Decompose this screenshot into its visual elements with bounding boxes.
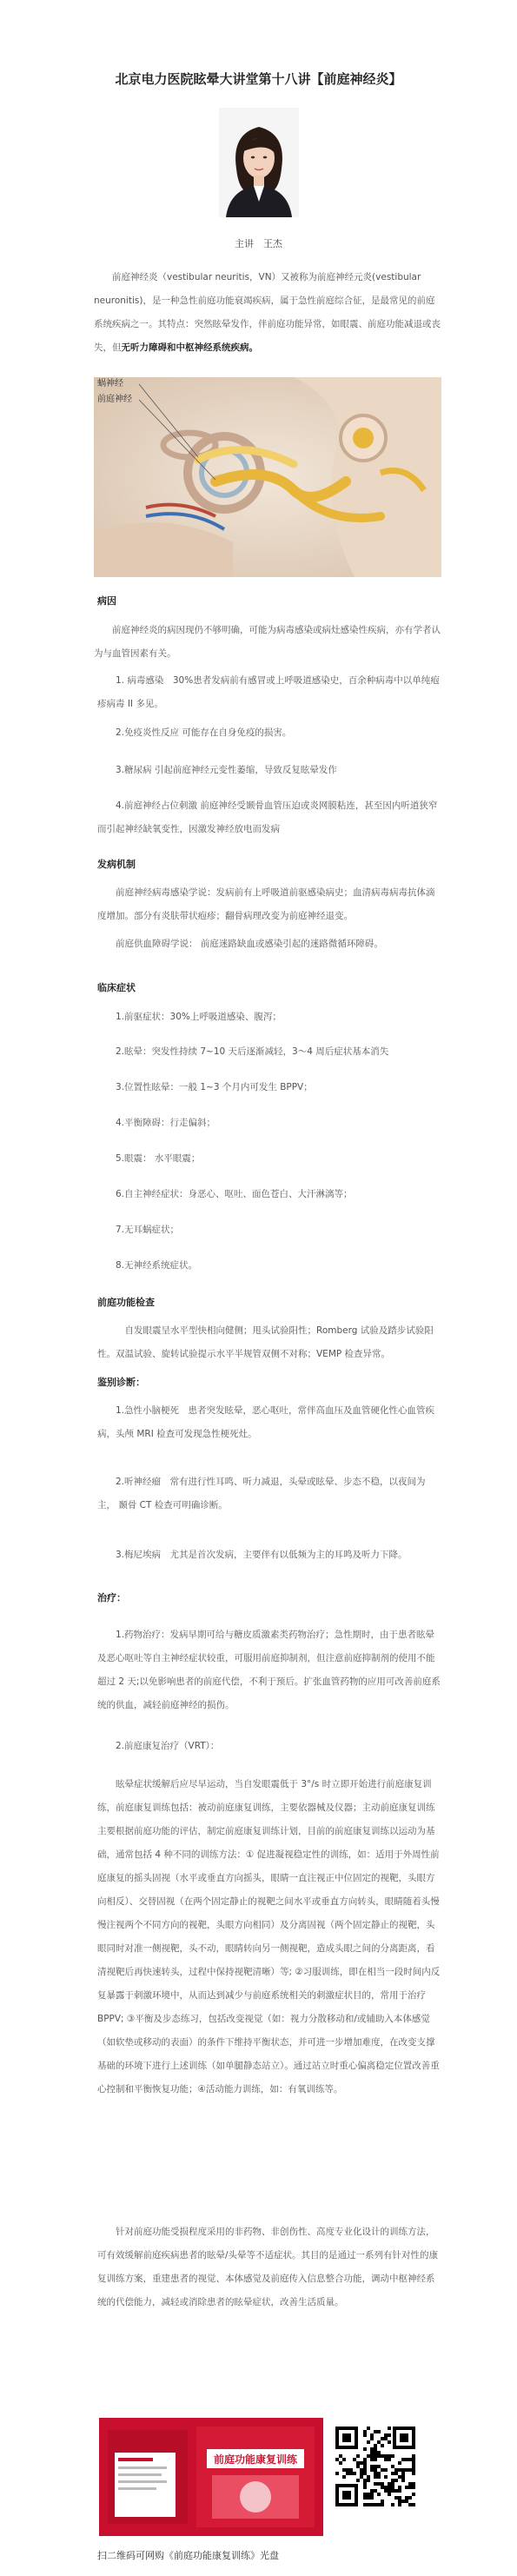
- etiology-item: 1. 病毒感染 30%患者发病前有感冒或上呼吸道感染史，百余种病毒中以单纯疱疹病毒 II 多见。: [97, 675, 440, 709]
- treatment-item: 眩晕症状缓解后应尽早运动，当自发眼震低于 3°/s 时立即开始进行前庭康复训练，前庭康复训练包括：被动前庭康复训练，主要依器械及仪器；主动前庭康复训练 主要根据前庭功能的评估，制定前庭康复训练计划，目前的前庭康复训练以运动为基础，通常包括 4 种不同的训练方法：① 促进凝视稳定性的训练，如：适用于外周性前庭康复的摇头固视（水平或垂直方向摇头，眼睛一直注视正中位固定的视靶，头眼方向相反）、交替固视（在两个固定静止的视靶之间水平或垂直方向转头，眼睛随着头慢慢注视两个不同方向的视靶，头眼方向相同）及分离固视（两个固定静止的视靶，头眼同时对准一侧视靶，头不动，眼睛转向另一侧视靶，造成头眼之间的分离距离，看清视靶后再快速转头，过程中保持视靶清晰）等; ②习服训练，即在相当一段时间内反复暴露于刺激环境中，从而达到减少与前庭系统相关的刺激症状目的，常用于治疗 BPPV; ③平衡及步态练习，包括改变视觉（如：视力分散移动和/或辅助入本体感觉（如软垫或移动的表面）的条件下维持平衡状态，并可进一步增加难度，在改变支撑基础的环境下进行上述训练（如单腿静态站立）。通过站立时重心偏离稳定位置改善重心控制和平衡恢复功能；④活动能力训练，如：有氧训练等。: [97, 1779, 441, 2095]
- etiology-item: 3.糖尿病 引起前庭神经元变性萎缩，导致反复眩晕发作: [116, 765, 337, 775]
- heading-differential: 鉴别诊断：: [97, 1377, 145, 1388]
- ear-anatomy-illustration: [94, 377, 441, 577]
- figure-label-vestibular-nerve: 前庭神经: [97, 395, 132, 404]
- symptom-item: 6.自主神经症状：身恶心、呕吐、面色苍白、大汗淋漓等；: [116, 1189, 353, 1199]
- figure-label-cochlear-nerve: 蜗神经: [97, 379, 123, 388]
- exam-text: 自发眼震呈水平型快相向健侧；甩头试验阳性；Romberg 试验及踏步试验阳性。双温试验、旋转试验提示水平半规管双侧不对称；VEMP 检查异常。: [97, 1325, 434, 1359]
- qr-caption: 扫二维码可网购《前庭功能康复训练》光盘: [97, 2550, 279, 2561]
- symptom-item: 2.眩晕：突发性持续 7~10 天后逐渐减轻，3～4 周后症状基本消失: [116, 1046, 389, 1057]
- etiology-intro: 前庭神经炎的病因现仍不够明确，可能为病毒感染或病灶感染性疾病，亦有学者认为与血管因素有关。: [94, 625, 441, 659]
- heading-mechanism: 发病机制: [97, 859, 136, 870]
- mechanism-item: 前庭供血障碍学说： 前庭迷路缺血或感染引起的迷路微循环障碍。: [116, 939, 383, 949]
- page-title: 北京电力医院眩晕大讲堂第十八讲【前庭神经炎】: [115, 71, 402, 87]
- symptom-item: 4.平衡障碍：行走偏斜；: [116, 1118, 216, 1128]
- qr-code[interactable]: [334, 2425, 417, 2508]
- intro-paragraph: [94, 266, 441, 360]
- treatment-item: 针对前庭功能受损程度采用的非药物、非创伤性、高度专业化设计的训练方法，可有效缓解前庭疾病患者的眩晕/头晕等不适症状。其目的是通过一系列有针对性的康复训练方案，重建患者的视觉、本体感觉及前庭传入信息整合功能，调动中枢神经系统的代偿能力，减轻或消除患者的眩晕症状，改善生活质量。: [97, 2227, 439, 2307]
- symptom-item: 3.位置性眩晕：一般 1~3 个月内可发生 BPPV；: [116, 1082, 313, 1092]
- book-cover-image: [99, 2418, 323, 2536]
- heading-etiology: 病因: [97, 595, 116, 607]
- symptom-item: 7.无耳蜗症状；: [116, 1225, 180, 1235]
- intro-emphasis: 无听力障碍和中枢神经系统疾病。: [121, 342, 258, 353]
- treatment-item: 1.药物治疗：发病早期可给与糖皮质激素类药物治疗；急性期时，由于患者眩晕及恶心呕吐等自主神经症状较重，可服用前庭抑制剂，但注意前庭抑制剂的使用不能超过 2 天;以免影响患者的前庭代偿，不利于预后。扩张血管药物的应用可改善前庭系统的供血，减轻前庭神经的损伤。: [97, 1630, 441, 1710]
- speaker-photo: [219, 108, 299, 217]
- etiology-item: 4.前庭神经占位刺激 前庭神经受颞骨血管压迫或炎网膜粘连，甚至因内听道狭窄而引起神经缺氧变性，因激发神经放电而发病: [97, 800, 438, 834]
- mechanism-item: 前庭神经病毒感染学说：发病前有上呼吸道前驱感染病史；血清病毒病毒抗体滴度增加。部分有炎肤带状疱疹；翻骨病理改变为前庭神经退变。: [97, 887, 435, 921]
- differential-item: 1.急性小脑梗死 患者突发眩晕，恶心呕吐，常伴高血压及血管硬化性心血管疾病，头颅 MRI 检查可发现急性梗死灶。: [97, 1405, 435, 1439]
- differential-item: 3.梅尼埃病 尤其是首次发病，主要伴有以低频为主的耳鸣及听力下降。: [116, 1550, 408, 1560]
- heading-treatment: 治疗：: [97, 1592, 126, 1603]
- symptom-item: 8.无神经系统症状。: [116, 1260, 198, 1271]
- speaker-name: 主讲 王杰: [235, 238, 282, 249]
- symptom-item: 5.眼震： 水平眼震；: [116, 1153, 201, 1164]
- symptom-item: 1.前驱症状：30%上呼吸道感染、腹泻；: [116, 1012, 282, 1022]
- etiology-item: 2.免疫炎性反应 可能存在自身免疫的损害。: [116, 727, 292, 738]
- heading-symptoms: 临床症状: [97, 982, 136, 993]
- intro-text: 前庭神经炎（vestibular neuritis，VN）又被称为前庭神经元炎(vestibular neuronitis)，是一种急性前庭功能衰竭疾病，属于急性前庭综合征，是最常见的前庭系统疾病之一。其特点：突然眩晕发作，伴前庭功能异常，如眼震、前庭功能减退或丧失，但: [94, 272, 441, 353]
- heading-exam: 前庭功能检查: [97, 1297, 155, 1308]
- treatment-item: 2.前庭康复治疗（VRT）：: [116, 1741, 220, 1751]
- book-title: 前庭功能康复训练: [213, 2453, 298, 2466]
- differential-item: 2.听神经瘤 常有进行性耳鸣、听力减退，头晕或眩晕、步态不稳，以夜间为主， 颞骨 CT 检查可明确诊断。: [97, 1477, 426, 1510]
